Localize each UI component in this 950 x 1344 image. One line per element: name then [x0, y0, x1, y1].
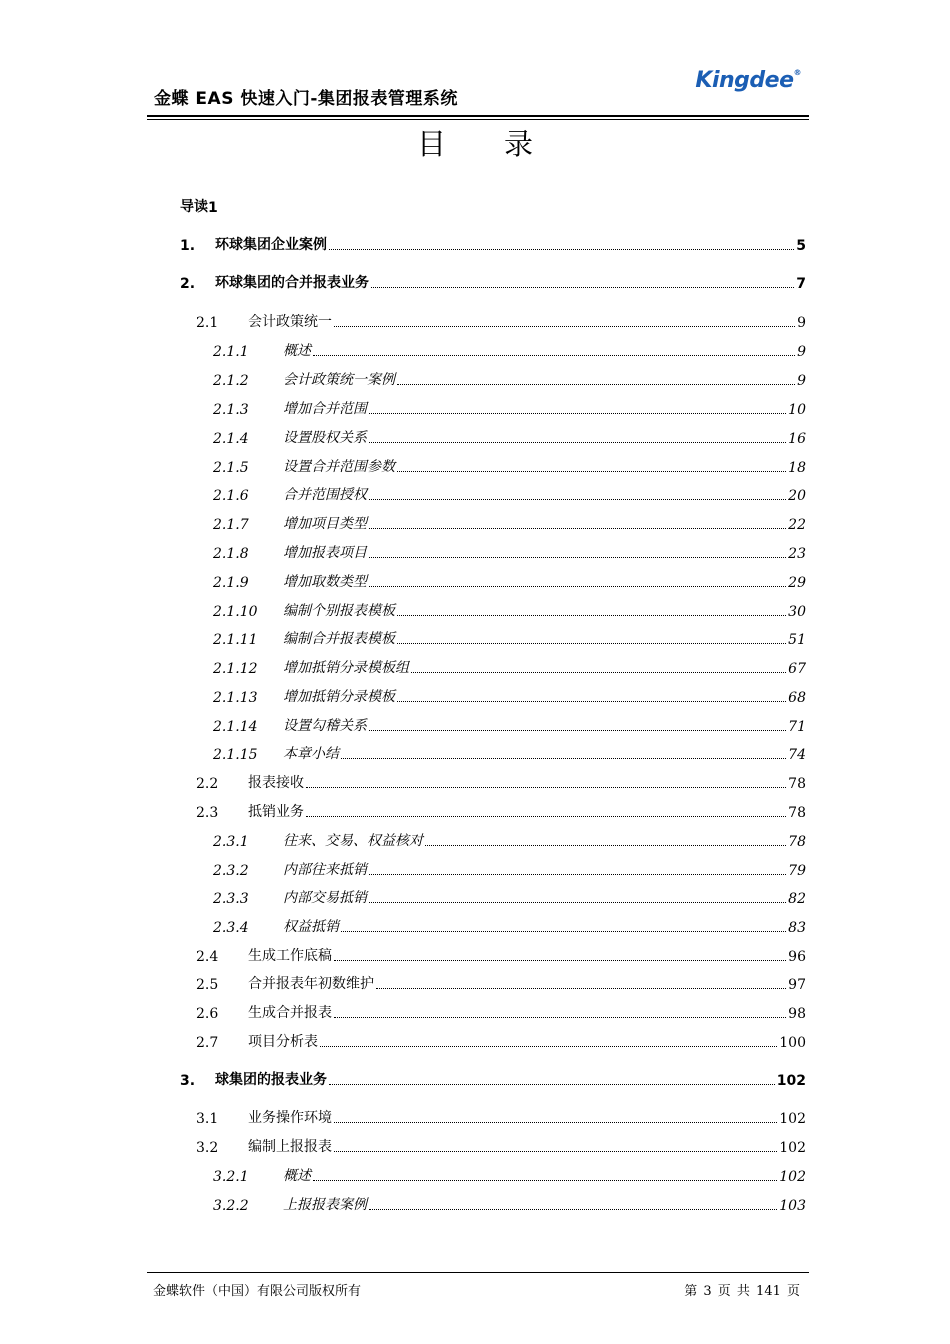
toc-leader-dots — [371, 287, 794, 288]
toc-entry[interactable] — [213, 713, 806, 735]
page-header — [147, 60, 809, 118]
toc-entry[interactable] — [213, 540, 806, 562]
toc-page-number: 10 — [788, 402, 806, 418]
toc-entry-title: 编制个别报表模板 — [283, 603, 395, 619]
toc-leader-dots — [306, 787, 786, 788]
toc-leader-dots — [369, 730, 786, 731]
toc-entry-number: 2.3.1 — [213, 834, 249, 850]
toc-entry-number: 1. — [180, 238, 196, 254]
toc-entry[interactable] — [213, 338, 806, 360]
toc-entry-title: 设置勾稽关系 — [283, 718, 367, 734]
toc-entry-title: 本章小结 — [283, 746, 339, 762]
logo-text: Kingdee — [695, 68, 794, 93]
toc-entry[interactable] — [213, 598, 806, 620]
toc-page-number: 102 — [776, 1073, 806, 1089]
toc-page-number: 102 — [779, 1169, 806, 1185]
toc-entry-number: 3. — [180, 1073, 196, 1089]
toc-leader-dots — [369, 874, 786, 875]
toc-page-number: 97 — [788, 977, 806, 993]
toc-page-number: 96 — [788, 949, 806, 965]
toc-leader-dots — [320, 1046, 777, 1047]
toc-entry-title: 往来、交易、权益核对 — [283, 833, 423, 849]
toc-page-number: 30 — [788, 604, 806, 620]
toc-leader-dots — [334, 1151, 777, 1152]
toc-entry-title: 概述 — [283, 343, 311, 359]
toc-page-number: 9 — [797, 315, 806, 331]
toc-page-number: 68 — [788, 690, 806, 706]
toc-leader-dots — [313, 355, 795, 356]
toc-entry[interactable] — [213, 511, 806, 533]
toc-entry-title: 设置股权关系 — [283, 430, 367, 446]
toc-leader-dots — [334, 1017, 786, 1018]
toc-entry-title: 设置合并范围参数 — [283, 459, 395, 475]
toc-entry[interactable] — [213, 454, 806, 476]
toc-leader-dots — [313, 1180, 777, 1181]
toc-entry-number: 2.1.2 — [213, 373, 249, 389]
toc-page-number: 79 — [788, 863, 806, 879]
toc-entry-title: 增加取数类型 — [283, 574, 367, 590]
toc-entry[interactable] — [196, 770, 806, 792]
toc-entry-number: 2.1 — [196, 315, 219, 331]
toc-entry[interactable] — [196, 309, 806, 331]
toc-leader-dots — [369, 413, 786, 414]
toc-entry-title: 内部交易抵销 — [283, 890, 367, 906]
document-title: 金蝶 EAS 快速入门-集团报表管理系统 — [154, 89, 458, 109]
registered-mark: ® — [793, 68, 801, 77]
toc-entry-number: 2.1.3 — [213, 402, 249, 418]
toc-leader-dots — [334, 960, 786, 961]
toc-entry-number: 2.2 — [196, 776, 219, 792]
toc-leader-dots — [329, 249, 794, 250]
toc-leader-dots — [369, 1209, 777, 1210]
toc-page-number: 20 — [788, 488, 806, 504]
toc-leader-dots — [341, 758, 786, 759]
toc-entry[interactable] — [213, 857, 806, 879]
toc-leader-dots — [329, 1084, 775, 1085]
toc-leader-dots — [397, 384, 795, 385]
toc-page-number: 1 — [208, 200, 218, 216]
toc-entry-number: 2.1.13 — [213, 690, 258, 706]
toc-entry-title: 概述 — [283, 1168, 311, 1184]
toc-page-number: 78 — [788, 776, 806, 792]
toc-entry-number: 2.1.9 — [213, 575, 249, 591]
toc-page-number: 23 — [788, 546, 806, 562]
toc-entry[interactable] — [213, 885, 806, 907]
toc-entry[interactable] — [196, 1000, 806, 1022]
toc-entry-title: 增加抵销分录模板组 — [283, 660, 409, 676]
toc-entry-title: 内部往来抵销 — [283, 862, 367, 878]
toc-page-number: 102 — [779, 1111, 806, 1127]
toc-leader-dots — [397, 471, 786, 472]
toc-entry[interactable] — [196, 1105, 806, 1127]
toc-entry-title: 上报报表案例 — [283, 1197, 367, 1213]
toc-entry-number: 2.1.12 — [213, 661, 258, 677]
toc-entry-number: 2.1.11 — [213, 632, 258, 648]
toc-entry-title: 环球集团的合并报表业务 — [215, 275, 369, 291]
toc-leader-dots — [341, 931, 786, 932]
toc-leader-dots — [369, 499, 786, 500]
toc-page-number: 98 — [788, 1006, 806, 1022]
toc-entry-title: 抵销业务 — [248, 804, 304, 820]
toc-entry[interactable] — [213, 425, 806, 447]
toc-page-number: 16 — [788, 431, 806, 447]
header-rule-thick — [147, 115, 809, 117]
toc-leader-dots — [369, 442, 786, 443]
toc-entry-number: 2.1.15 — [213, 747, 258, 763]
toc-entry-number: 2.3.4 — [213, 920, 249, 936]
toc-entry[interactable] — [196, 1029, 806, 1051]
toc-entry[interactable] — [213, 396, 806, 418]
toc-leader-dots — [334, 326, 795, 327]
toc-entry-number: 3.2.1 — [213, 1169, 249, 1185]
toc-entry[interactable] — [196, 943, 806, 965]
toc-leader-dots — [369, 902, 786, 903]
toc-page-number: 78 — [788, 834, 806, 850]
toc-page-number: 83 — [788, 920, 806, 936]
toc-entry-number: 2.1.14 — [213, 719, 258, 735]
toc-entry-title: 编制上报报表 — [248, 1139, 332, 1155]
toc-entry-title: 生成工作底稿 — [248, 948, 332, 964]
toc-entry-title: 增加报表项目 — [283, 545, 367, 561]
toc-leader-dots — [397, 643, 786, 644]
toc-entry-number: 2.1.10 — [213, 604, 258, 620]
toc-entry-number: 2.5 — [196, 977, 219, 993]
toc-entry-number: 2.1.8 — [213, 546, 249, 562]
toc-leader-dots — [397, 615, 786, 616]
toc-leader-dots — [334, 1122, 777, 1123]
toc-entry-number: 2.1.1 — [213, 344, 249, 360]
toc-entry[interactable] — [213, 626, 806, 648]
toc-entry[interactable] — [213, 367, 806, 389]
toc-entry[interactable] — [180, 232, 806, 254]
toc-entry-number: 2.3.3 — [213, 891, 249, 907]
toc-entry-title: 项目分析表 — [248, 1034, 318, 1050]
toc-entry-title: 生成合并报表 — [248, 1005, 332, 1021]
toc-entry-title: 环球集团企业案例 — [215, 237, 327, 253]
toc-page-number: 9 — [797, 373, 806, 389]
toc-page-number: 5 — [796, 238, 806, 254]
toc-entry-number: 2.6 — [196, 1006, 219, 1022]
toc-page-number: 71 — [788, 719, 806, 735]
toc-entry[interactable] — [196, 799, 806, 821]
toc-entry[interactable] — [196, 1134, 806, 1156]
toc-entry[interactable] — [180, 194, 218, 216]
toc-entry[interactable] — [213, 684, 806, 706]
toc-entry-number: 2. — [180, 276, 196, 292]
toc-entry-title: 合并报表年初数维护 — [248, 976, 374, 992]
footer-rule — [147, 1272, 809, 1273]
toc-page-number: 29 — [788, 575, 806, 591]
toc-leader-dots — [369, 557, 786, 558]
toc-entry-title: 业务操作环境 — [248, 1110, 332, 1126]
toc-entry[interactable] — [180, 1067, 806, 1089]
toc-page-number: 67 — [788, 661, 806, 677]
toc-leader-dots — [425, 845, 786, 846]
toc-entry[interactable] — [213, 741, 806, 763]
toc-entry-number: 3.2 — [196, 1140, 219, 1156]
toc-entry-number: 2.4 — [196, 949, 219, 965]
toc-leader-dots — [411, 672, 786, 673]
toc-leader-dots — [397, 701, 786, 702]
toc-entry-number: 3.1 — [196, 1111, 219, 1127]
toc-entry-title: 权益抵销 — [283, 919, 339, 935]
toc-entry[interactable] — [180, 270, 806, 292]
toc-page-number: 22 — [788, 517, 806, 533]
toc-entry-number: 2.7 — [196, 1035, 219, 1051]
toc-entry-number: 2.1.6 — [213, 488, 249, 504]
toc-page-number: 9 — [797, 344, 806, 360]
toc-entry-title: 报表接收 — [248, 775, 304, 791]
toc-page-number: 7 — [796, 276, 806, 292]
toc-entry[interactable] — [213, 482, 806, 504]
toc-entry-number: 2.3 — [196, 805, 219, 821]
toc-leader-dots — [369, 586, 786, 587]
toc-page-number: 18 — [788, 460, 806, 476]
toc-entry-title: 增加项目类型 — [283, 516, 367, 532]
header-rule-thin — [147, 119, 809, 120]
toc-page-number: 102 — [779, 1140, 806, 1156]
toc-entry-title: 增加合并范围 — [283, 401, 367, 417]
toc-entry-title: 球集团的报表业务 — [215, 1072, 327, 1088]
footer-copyright: 金蝶软件（中国）有限公司版权所有 — [153, 1284, 362, 1299]
toc-entry[interactable] — [196, 971, 806, 993]
toc-entry-number: 3.2.2 — [213, 1198, 249, 1214]
toc-leader-dots — [306, 816, 786, 817]
toc-entry[interactable] — [213, 569, 806, 591]
toc-page-number: 103 — [779, 1198, 806, 1214]
toc-entry-number: 导读 — [180, 199, 208, 215]
toc-entry-number: 2.3.2 — [213, 863, 249, 879]
toc-entry[interactable] — [213, 914, 806, 936]
toc-entry[interactable] — [213, 1163, 806, 1185]
toc-leader-dots — [369, 528, 786, 529]
toc-entry-title: 增加抵销分录模板 — [283, 689, 395, 705]
toc-entry-title: 合并范围授权 — [283, 487, 367, 503]
toc-page-number: 82 — [788, 891, 806, 907]
toc-heading: 目 录 — [416, 127, 533, 161]
toc-page-number: 51 — [788, 632, 806, 648]
toc-entry[interactable] — [213, 1192, 806, 1214]
toc-entry[interactable] — [213, 828, 806, 850]
toc-entry-title: 编制合并报表模板 — [283, 631, 395, 647]
toc-entry-title: 会计政策统一案例 — [283, 372, 395, 388]
toc-page-number: 74 — [788, 747, 806, 763]
toc-entry-number: 2.1.7 — [213, 517, 249, 533]
toc-entry-number: 2.1.5 — [213, 460, 249, 476]
kingdee-logo — [695, 68, 801, 93]
footer-page-number: 第 3 页 共 141 页 — [684, 1284, 800, 1299]
toc-entry-title: 会计政策统一 — [248, 314, 332, 330]
toc-entry-number: 2.1.4 — [213, 431, 249, 447]
toc-page-number: 100 — [779, 1035, 806, 1051]
toc-leader-dots — [376, 988, 786, 989]
toc-page-number: 78 — [788, 805, 806, 821]
toc-entry[interactable] — [213, 655, 806, 677]
